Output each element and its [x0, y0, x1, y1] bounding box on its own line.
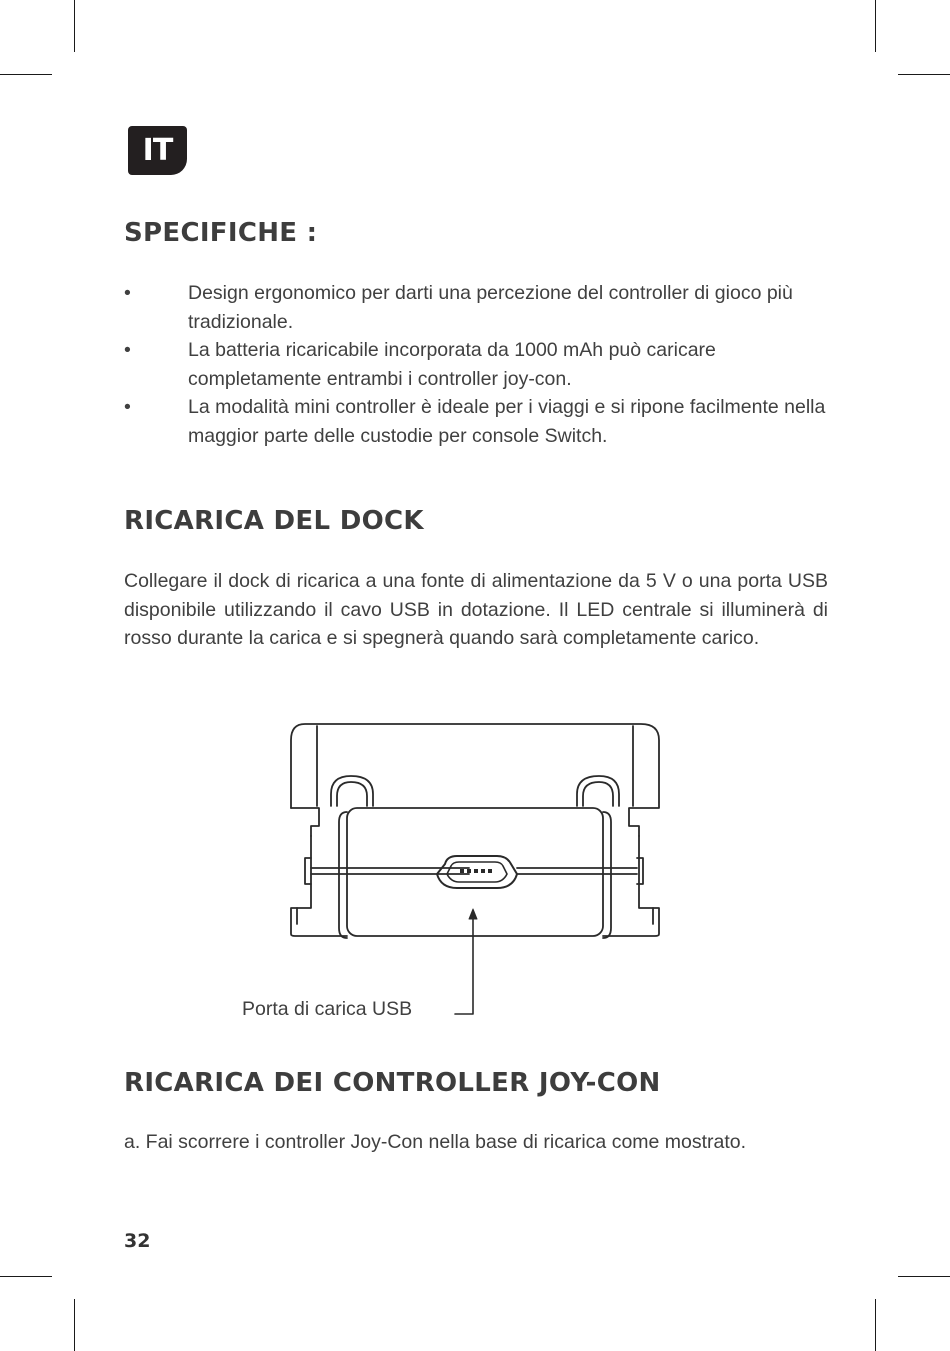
list-item: [124, 336, 829, 393]
callout-arrowhead: [469, 909, 477, 919]
joycon-heading: RICARICA DEI CONTROLLER JOY-CON: [124, 1068, 661, 1098]
language-badge: IT: [128, 126, 187, 175]
crop-mark: [0, 74, 52, 75]
list-item: [124, 393, 829, 450]
crop-mark: [898, 74, 950, 75]
usb-port-callout-label: Porta di carica USB: [242, 998, 413, 1020]
crop-mark: [0, 1276, 52, 1277]
page-number: 32: [124, 1230, 151, 1252]
crop-mark: [74, 0, 75, 52]
right-arch-inner: [583, 782, 613, 806]
crop-mark: [74, 1299, 75, 1351]
dock-paragraph: Collegare il dock di ricarica a una fonte di alimentazione da 5 V o una porta USB disponibile utilizzando il cavo USB in dotazione. Il LED centrale si illuminerà di rosso durante la carica e si spegnerà quando sarà completamente carico.: [124, 570, 828, 649]
crop-mark: [875, 0, 876, 52]
bullet-icon: •: [124, 396, 131, 418]
dock-housing-left: [291, 808, 319, 836]
callout-leader-line: [455, 915, 473, 1014]
dock-diagram: [283, 718, 683, 1028]
bullet-icon: •: [124, 339, 131, 361]
crop-mark: [875, 1299, 876, 1351]
bullet-icon: •: [124, 282, 131, 304]
side-notch: [637, 858, 643, 884]
list-item-text: Design ergonomico per darti una percezione del controller di gioco più tradizionale.: [188, 282, 793, 333]
dock-heading: RICARICA DEL DOCK: [124, 506, 424, 536]
list-item: [124, 279, 829, 336]
left-arch-inner: [337, 782, 367, 806]
crop-mark: [898, 1276, 950, 1277]
left-rail: [339, 812, 347, 938]
joycon-paragraph: a. Fai scorrere i controller Joy-Con nella base di ricarica come mostrato.: [124, 1131, 747, 1153]
specs-heading: SPECIFICHE :: [124, 218, 318, 248]
list-item-text: La modalità mini controller è ideale per i viaggi e si ripone facilmente nella maggior parte delle custodie per console Switch.: [188, 396, 826, 447]
list-item-text: La batteria ricaricabile incorporata da 1000 mAh può caricare completamente entrambi i controller joy-con.: [188, 339, 716, 390]
usb-pins: [460, 869, 492, 873]
specs-list: [124, 279, 829, 450]
right-rail: [603, 812, 611, 938]
